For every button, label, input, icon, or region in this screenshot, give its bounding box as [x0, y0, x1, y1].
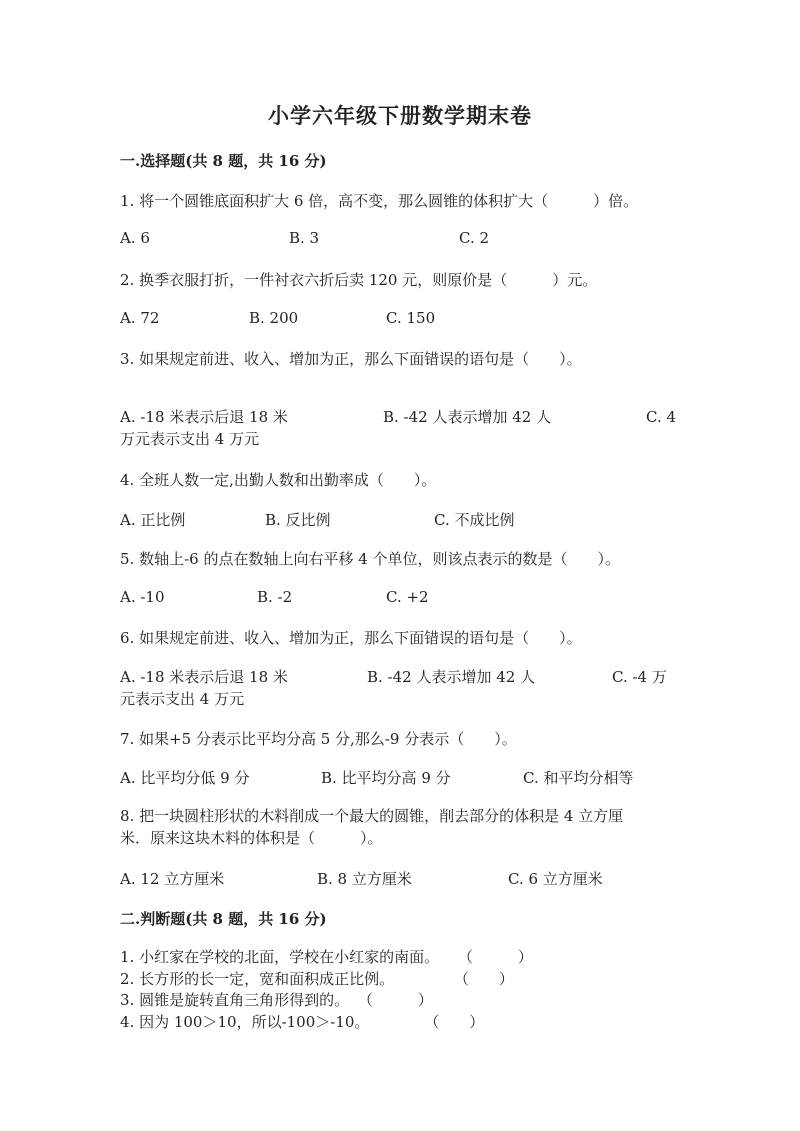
option-c: C. 不成比例 — [434, 511, 515, 529]
option-c: C. 6 立方厘米 — [508, 870, 603, 888]
option-c: C. -4 万 — [612, 668, 667, 686]
question-3: 3. 如果规定前进、收入、增加为正，那么下面错误的语句是（ ）。 — [120, 350, 582, 368]
question-2: 2. 换季衣服打折，一件衬衣六折后卖 120 元，则原价是（ ）元。 — [120, 271, 598, 289]
option-b: B. 8 立方厘米 — [317, 870, 412, 888]
option-a: A. -18 米表示后退 18 米 — [120, 408, 288, 426]
question-6-options — [120, 666, 680, 710]
question-7: 7. 如果+5 分表示比平均分高 5 分,那么-9 分表示（ ）。 — [120, 730, 517, 748]
option-b: B. 3 — [289, 229, 320, 247]
question-1: 1. 将一个圆锥底面积扩大 6 倍，高不变，那么圆锥的体积扩大（ ）倍。 — [120, 192, 639, 210]
judgment-text: 4. 因为 100＞10，所以-100＞-10。 — [120, 1013, 370, 1031]
answer-blank: （ ） — [457, 948, 533, 966]
question-8-options — [120, 868, 720, 888]
question-3-options — [120, 406, 680, 450]
option-b: B. -42 人表示增加 42 人 — [383, 408, 552, 426]
option-a: A. 6 — [120, 229, 150, 247]
judgment-item-2 — [120, 968, 514, 989]
exam-title: 小学六年级下册数学期末卷 — [268, 103, 532, 128]
option-a: A. 比平均分低 9 分 — [120, 769, 250, 787]
option-a: A. 12 立方厘米 — [120, 870, 225, 888]
question-7-options — [120, 767, 720, 787]
question-8 — [120, 805, 680, 849]
question-5: 5. 数轴上-6 的点在数轴上向右平移 4 个单位，则该点表示的数是（ ）。 — [120, 550, 621, 568]
option-b: B. -42 人表示增加 42 人 — [367, 668, 536, 686]
judgment-text: 2. 长方形的长一定，宽和面积成正比例。 — [120, 970, 395, 988]
option-c: C. 4 — [646, 408, 677, 426]
judgment-item-4 — [120, 1011, 484, 1032]
question-4-options — [120, 509, 720, 529]
option-a: A. -18 米表示后退 18 米 — [120, 668, 288, 686]
option-b: B. -2 — [257, 588, 293, 606]
judgment-item-3 — [120, 989, 433, 1010]
option-c: C. 和平均分相等 — [523, 769, 634, 787]
option-c: C. +2 — [386, 588, 429, 606]
question-1-options — [120, 229, 720, 249]
option-c-continued: 元表示支出 4 万元 — [120, 690, 245, 708]
judgment-text: 3. 圆锥是旋转直角三角形得到的。 — [120, 991, 350, 1009]
option-b: B. 比平均分高 9 分 — [321, 769, 451, 787]
option-a: A. 72 — [120, 309, 160, 327]
answer-blank: （ ） — [357, 991, 433, 1009]
question-4: 4. 全班人数一定,出勤人数和出勤率成（ ）。 — [120, 471, 437, 489]
option-c-continued: 万元表示支出 4 万元 — [120, 430, 260, 448]
question-8-line-1: 8. 把一块圆柱形状的木料削成一个最大的圆锥，削去部分的体积是 4 立方厘 — [120, 807, 624, 825]
section-heading-choice: 一.选择题(共 8 题，共 16 分) — [120, 152, 327, 170]
option-a: A. 正比例 — [120, 511, 186, 529]
answer-blank: （ ） — [424, 1013, 485, 1031]
option-c: C. 150 — [386, 309, 436, 327]
question-8-line-2: 米．原来这块木料的体积是（ ）。 — [120, 829, 383, 847]
judgment-text: 1. 小红家在学校的北面，学校在小红家的南面。 — [120, 948, 440, 966]
question-2-options — [120, 309, 720, 329]
judgment-item-1 — [120, 946, 533, 967]
option-c: C. 2 — [459, 229, 490, 247]
question-6: 6. 如果规定前进、收入、增加为正，那么下面错误的语句是（ ）。 — [120, 629, 582, 647]
answer-blank: （ ） — [453, 970, 514, 988]
option-b: B. 反比例 — [265, 511, 331, 529]
option-a: A. -10 — [120, 588, 165, 606]
section-heading-judgment: 二.判断题(共 8 题，共 16 分) — [120, 910, 327, 928]
option-b: B. 200 — [249, 309, 299, 327]
question-5-options — [120, 588, 720, 608]
